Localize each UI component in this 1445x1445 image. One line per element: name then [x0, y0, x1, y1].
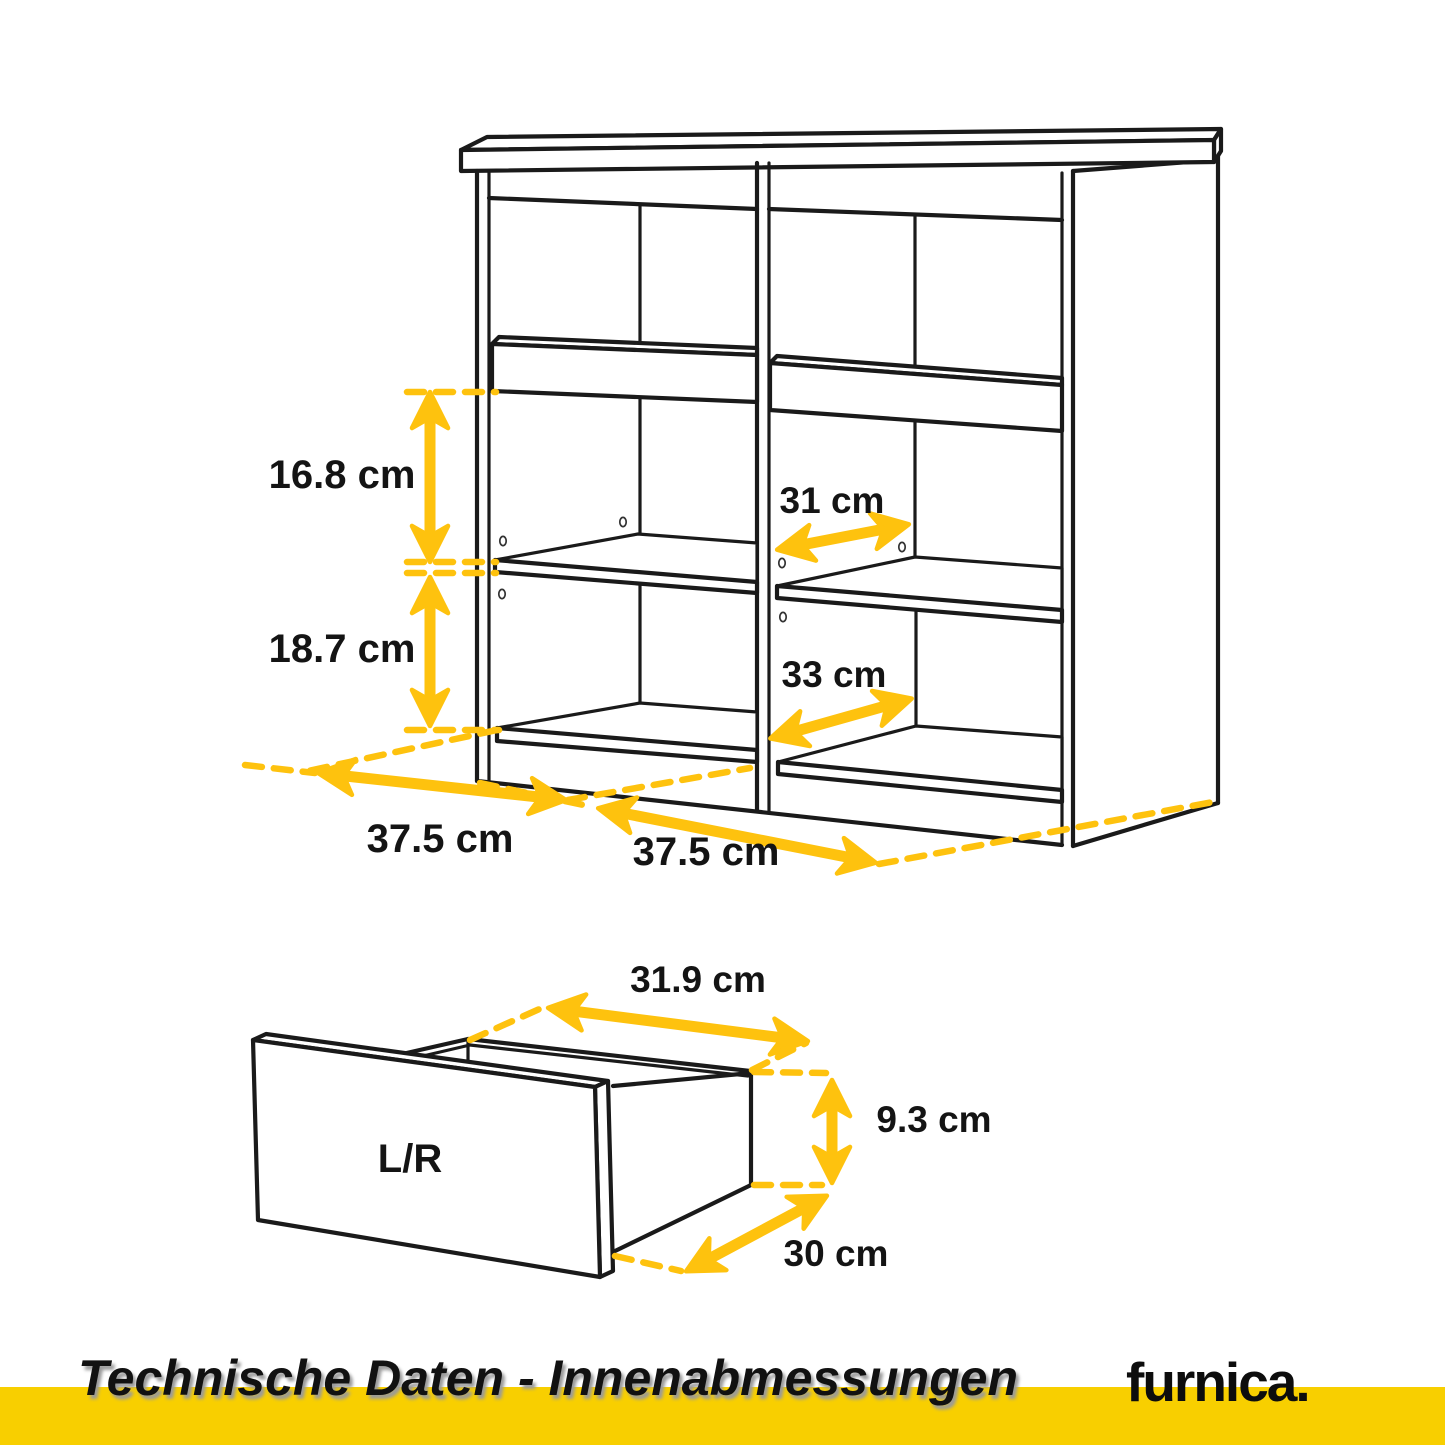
brand-logo: furnica.	[1126, 1351, 1309, 1413]
drawer-orientation-label: L/R	[377, 1137, 443, 1181]
arrow-31	[786, 526, 900, 548]
dim-label-9-3: 9.3 cm	[876, 1099, 992, 1140]
arrow-33	[779, 701, 903, 736]
left-drawer-opening-line	[489, 198, 757, 209]
dim-label-37-5-right: 37.5 cm	[632, 830, 780, 874]
dim-label-16-8: 16.8 cm	[268, 453, 416, 497]
dim-label-31-9: 31.9 cm	[630, 959, 766, 1000]
dim-label-30: 30 cm	[783, 1233, 889, 1274]
dim-label-33: 33 cm	[781, 654, 887, 695]
arrow-31-9	[557, 1009, 799, 1040]
dimension-annotations	[245, 392, 1213, 1274]
drawer-drawing	[253, 1034, 751, 1277]
dim-label-31: 31 cm	[779, 480, 885, 521]
drawer-right-wall-top	[613, 1073, 751, 1086]
dim-label-18-7: 18.7 cm	[268, 627, 416, 671]
footer-title: Technische Daten - Innenabmessungen	[78, 1350, 1019, 1406]
dim-label-37-5-left: 37.5 cm	[366, 817, 514, 861]
left-rail-front	[492, 344, 757, 402]
